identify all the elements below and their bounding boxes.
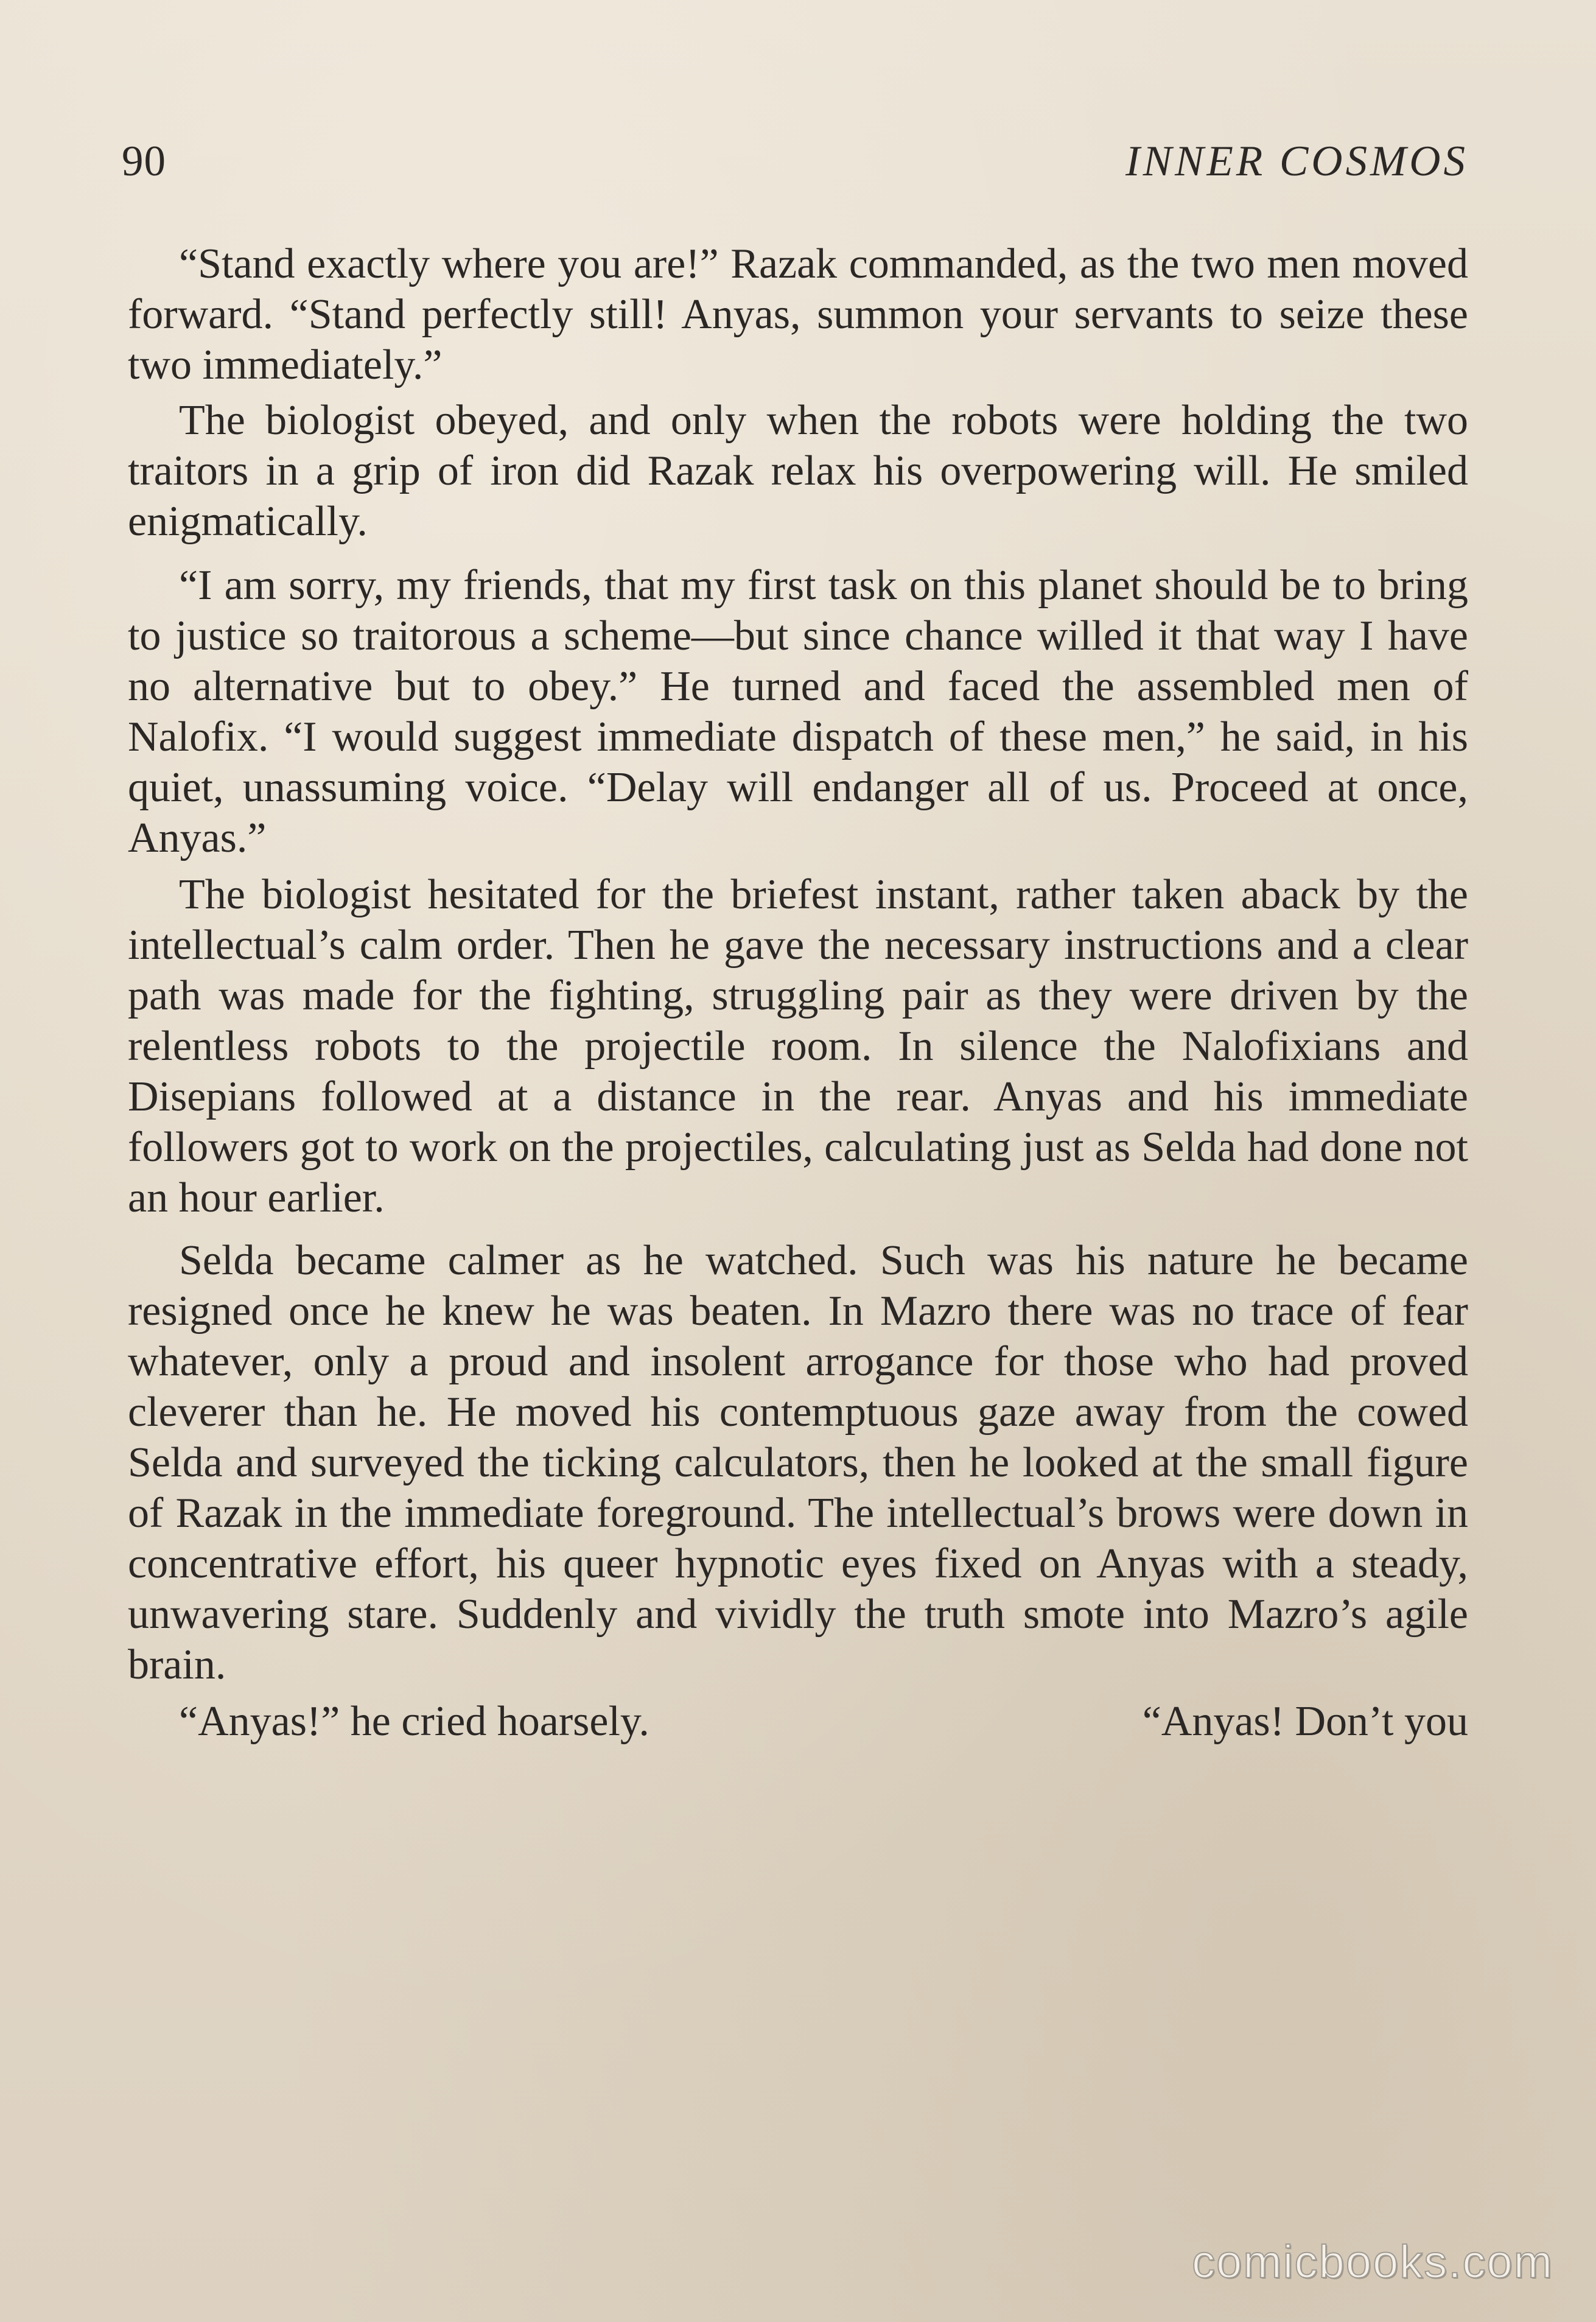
last-line-lead: “Anyas!” he cried hoarsely. [179, 1698, 649, 1745]
last-line-tail: “Anyas! Don’t you [1142, 1698, 1468, 1745]
paragraph: “Stand exactly where you are!” Razak commanded, as the two men moved forward. “Stand perfectly still! Anyas, summon your servants to seize these two immediately.” [128, 240, 1468, 388]
body-text [128, 239, 1468, 1747]
watermark: comicbooks.com [1192, 2236, 1553, 2288]
page-number: 90 [122, 138, 166, 185]
paragraph: The biologist hesitated for the briefest instant, rather taken aback by the intellectual’s calm order. Then he gave the necessary instructions and a clear path was made for the fighting, struggling pair as they were driven by the relentless robots to the projectile room. In silence the Nalofixians and Disepians followed at a distance in the rear. Anyas and his immediate followers got to work on the projectiles, calculating just as Selda had done not an hour earlier. [128, 871, 1468, 1221]
running-head: INNER COSMOS [1125, 138, 1468, 185]
paragraph: Selda became calmer as he watched. Such was his nature he became resigned once he knew he was beaten. In Mazro there was no trace of fear whatever, only a proud and insolent arrogance for those who had proved cleverer than he. He moved his contemptuous gaze away from the cowed Selda and surveyed the ticking calculators, then he looked at the small figure of Razak in the immediate foreground. The intellectual’s brows were down in concentrative effort, his queer hypnotic eyes fixed on Anyas with a steady, unwavering stare. Suddenly and vividly the truth smote into Mazro’s agile brain. [128, 1237, 1468, 1688]
page-header [122, 137, 1468, 198]
paragraph: The biologist obeyed, and only when the robots were holding the two traitors in a grip of iron did Razak relax his overpowering will. He smiled enigmatically. [128, 397, 1468, 545]
paragraph: “I am sorry, my friends, that my first task on this planet should be to bring to justice so traitorous a scheme—but since chance willed it that way I have no alternative but to obey.” He turned and faced the assembled men of Nalofix. “I would suggest immediate dispatch of these men,” he said, in his quiet, unassuming voice. “Delay will endanger all of us. Proceed at once, Anyas.” [128, 562, 1468, 861]
paragraph-continued [128, 1696, 1468, 1747]
